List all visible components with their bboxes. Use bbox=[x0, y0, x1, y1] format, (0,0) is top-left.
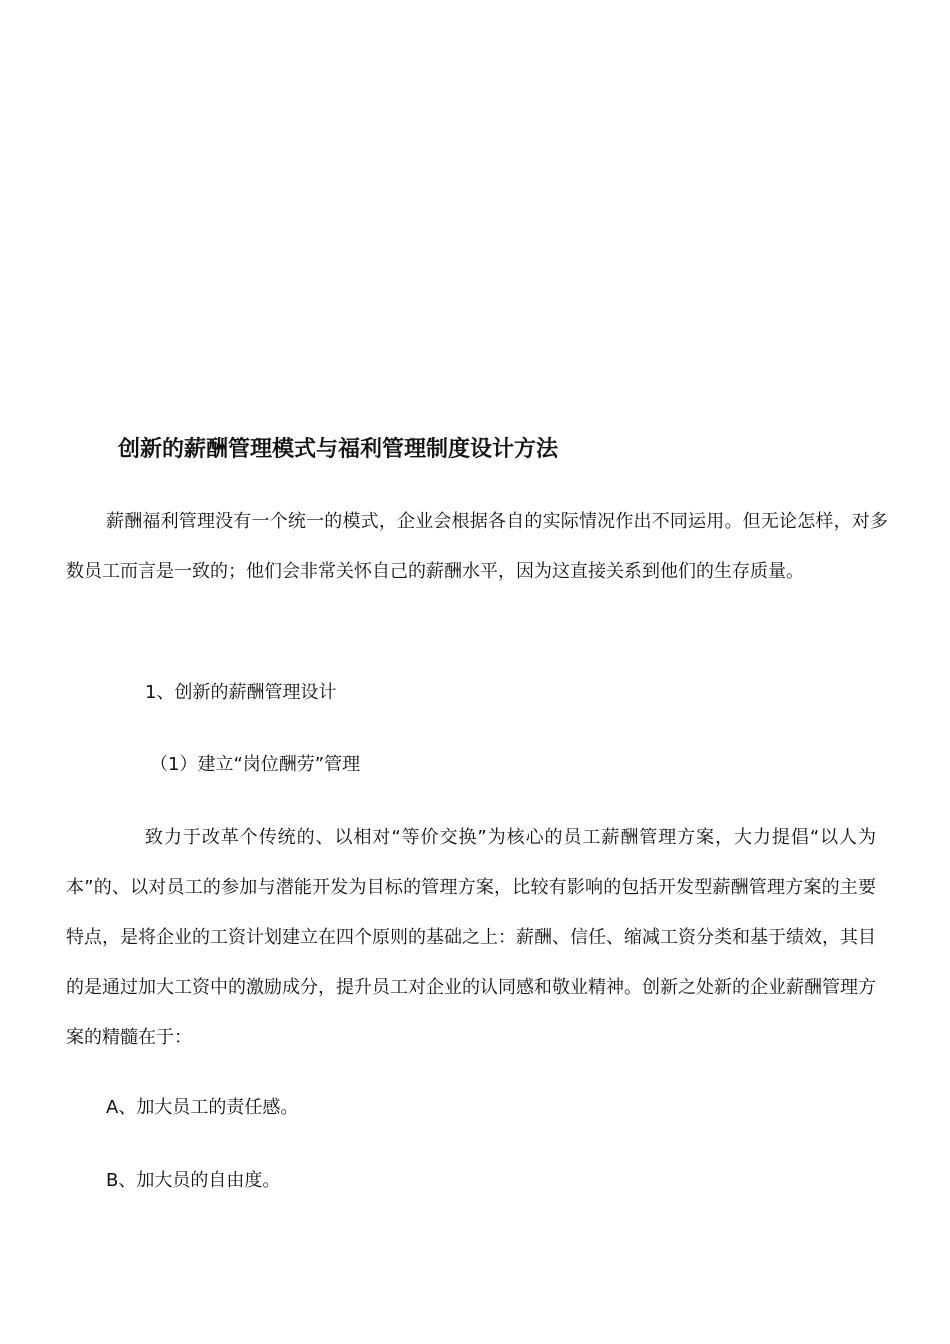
document-title: 创新的薪酬管理模式与福利管理制度设计方法 bbox=[118, 437, 559, 462]
list-item: A、加大员工的责任感。 bbox=[106, 1097, 299, 1118]
intro-paragraph: 薪酬福利管理没有一个统一的模式，企业会根据各自的实际情况作出不同运用。但无论怎样，对多数员工而言是一致的；他们会非常关怀自己的薪酬水平，因为这直接关系到他们的生存质量。 bbox=[66, 511, 888, 582]
section-heading: 1、创新的薪酬管理设计 bbox=[145, 682, 337, 703]
body-paragraph: 致力于改革个传统的、以相对“等价交换”为核心的员工薪酬管理方案，大力提倡“以人为本”的、以对员工的参加与潜能开发为目标的管理方案，比较有影响的包括开发型薪酬管理方案的主要特点，是将企业的工资计划建立在四个原则的基础之上：薪酬、信任、缩减工资分类和基于绩效，其目的是通过加大工资中的激励成分，提升员工对企业的认同感和敬业精神。创新之处新的企业薪酬管理方案的精髓在于： bbox=[66, 827, 876, 1048]
subsection-heading: （1）建立“岗位酬劳”管理 bbox=[150, 754, 361, 775]
list-item: B、加大员的自由度。 bbox=[106, 1170, 281, 1191]
